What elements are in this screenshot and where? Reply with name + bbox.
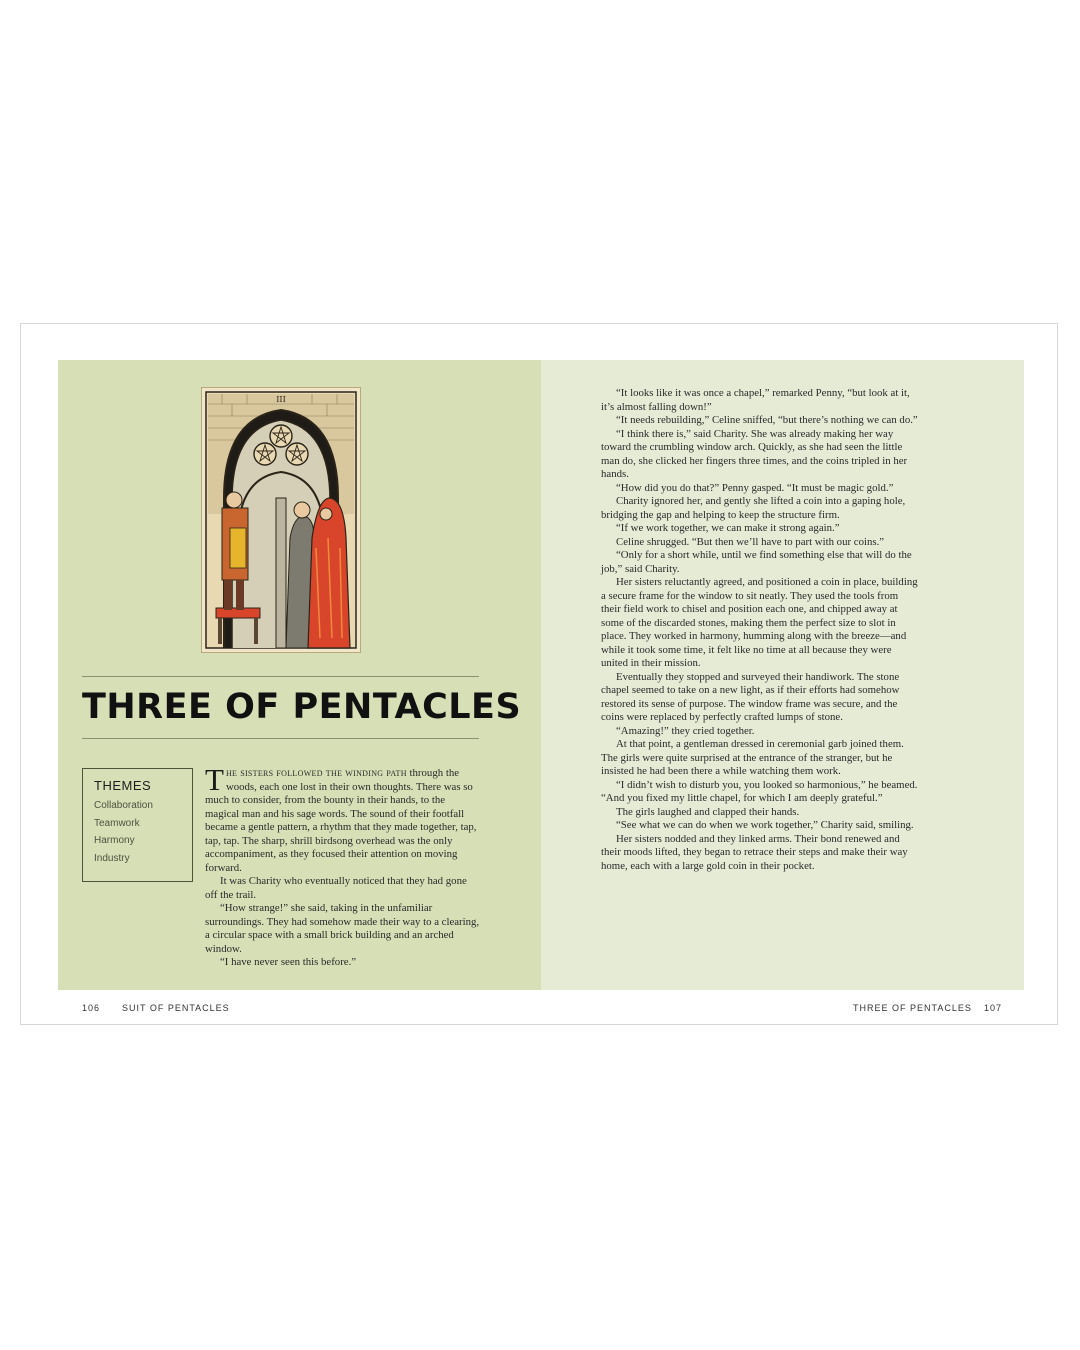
story-paragraph: The girls laughed and clapped their hands. bbox=[616, 805, 800, 818]
story-paragraph: Her sisters nodded and they linked arms. Their bond renewed and their moods lifted, they began to retrace their steps and make their way home, each with a large gold coin in their pocket. bbox=[601, 832, 908, 872]
drop-cap: T bbox=[205, 762, 224, 797]
story-paragraph: “If we work together, we can make it strong again.” bbox=[616, 522, 840, 534]
story-paragraph: Celine shrugged. “But then we’ll have to part with our coins.” bbox=[616, 535, 885, 548]
story-paragraph: “Amazing!” they cried together. bbox=[616, 724, 755, 737]
story-paragraph: “See what we can do when we work together,” Charity said, smiling. bbox=[616, 819, 914, 831]
opening-small-caps: he sisters followed the winding path bbox=[225, 767, 407, 779]
story-paragraph: At that point, a gentleman dressed in ceremonial garb joined them. The girls were quite surprised at the entrance of the stranger, but he insisted he had been there a while watching them work. bbox=[601, 738, 904, 777]
story-paragraph: “It needs rebuilding,” Celine sniffed, “but there’s nothing we can do.” bbox=[616, 414, 918, 426]
themes-heading: THEMES bbox=[94, 778, 152, 793]
story-paragraph: Her sisters reluctantly agreed, and positioned a coin in place, building a secure frame for the window to sit neatly. They used the tools from their field work to chisel and position each one, and chipped away at some of the discarded stones, making them the perfect size to slot in place. They worked in harmony, humming along with the breeze—and while it took some time, it felt like no time at all because they were united in their mission. bbox=[601, 576, 918, 669]
story-paragraph: “I think there is,” said Charity. She was already making her way toward the crumbling window arch. Quickly, as she had seen the little man do, she clicked her fingers three times, and the coins tripled in her hands. bbox=[601, 427, 908, 480]
card-illustration bbox=[202, 388, 360, 652]
story-paragraph: “How did you do that?” Penny gasped. “It must be magic gold.” bbox=[616, 481, 894, 494]
theme-item: Industry bbox=[94, 852, 130, 864]
story-paragraph: It was Charity who eventually noticed that they had gone off the trail. bbox=[205, 875, 467, 901]
story-text-right bbox=[601, 387, 919, 873]
tarot-card-three-of-pentacles bbox=[201, 387, 361, 653]
theme-item: Teamwork bbox=[94, 817, 140, 829]
right-page-number: 107 bbox=[984, 1003, 1003, 1013]
story-text-left bbox=[205, 762, 481, 970]
left-running-head: SUIT OF PENTACLES bbox=[122, 1003, 230, 1013]
story-paragraph: Eventually they stopped and surveyed their handiwork. The stone chapel seemed to take on a new light, as if their efforts had somehow restored its sense of purpose. The window frame was secure, and the coins were replaced by perfectly crafted lumps of stone. bbox=[601, 670, 900, 723]
story-paragraph: “It looks like it was once a chapel,” remarked Penny, “but look at it, it’s almost falling down!” bbox=[601, 387, 910, 413]
right-running-head: THREE OF PENTACLES bbox=[853, 1003, 972, 1013]
theme-item: Harmony bbox=[94, 835, 135, 846]
themes-box bbox=[82, 768, 193, 882]
right-page bbox=[541, 360, 1024, 990]
title-top-rule bbox=[82, 676, 479, 677]
story-paragraph: Charity ignored her, and gently she lifted a coin into a gaping hole, bridging the gap and helping to keep the structure firm. bbox=[601, 495, 906, 521]
opening-text: through the woods, each one lost in their own thoughts. There was so much to consider, from the bounty in their hands, to the magical man and his sage words. The sound of their footfall became a gentle pattern, a rhythm that they made together, tap, tap, tap. The sharp, shrill birdsong overhead was the only accompaniment, as they focused their attention on moving forward. bbox=[205, 767, 477, 874]
story-paragraph: “I have never seen this before.” bbox=[220, 956, 357, 968]
story-paragraph: “Only for a short while, until we find something else that will do the job,” said Charity. bbox=[601, 549, 912, 575]
story-paragraph: “I didn’t wish to disturb you, you looked so harmonious,” he beamed. “And you fixed my little chapel, for which I am deeply grateful.” bbox=[601, 778, 918, 804]
left-page bbox=[58, 360, 541, 990]
book-spread bbox=[20, 323, 1058, 1025]
story-paragraph: “How strange!” she said, taking in the unfamiliar surroundings. They had somehow made their way to a clearing, a circular space with a small brick building and an arched window. bbox=[205, 902, 480, 955]
story-opening-paragraph bbox=[205, 762, 481, 875]
title-bottom-rule bbox=[82, 738, 479, 739]
page-title: THREE OF PENTACLES bbox=[82, 687, 522, 727]
theme-item: Collaboration bbox=[94, 800, 153, 811]
left-page-number: 106 bbox=[82, 1003, 101, 1013]
card-numeral: III bbox=[276, 395, 286, 404]
